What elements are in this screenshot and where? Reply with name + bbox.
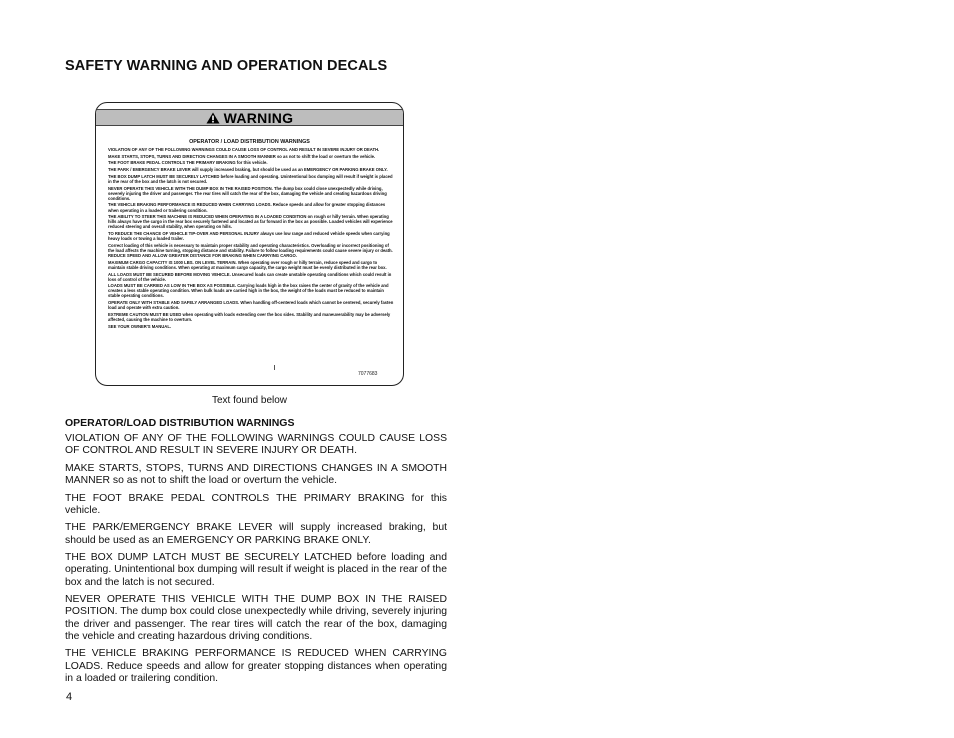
paragraph: VIOLATION OF ANY OF THE FOLLOWING WARNINGS COULD CAUSE LOSS OF CONTROL AND RESULT IN SEVERE INJURY OR DEATH. — [65, 433, 447, 457]
decal-line: MAKE STARTS, STOPS, TURNS AND DIRECTION CHANGES IN A SMOOTH MANNER so as not to shift the load or overturn the vehicle. — [108, 153, 376, 159]
warning-triangle-icon — [206, 112, 220, 124]
paragraph: THE FOOT BRAKE PEDAL CONTROLS THE PRIMARY BRAKING for this vehicle. — [65, 492, 447, 516]
decal-line: VIOLATION OF ANY OF THE FOLLOWING WARNINGS COULD CAUSE LOSS OF CONTROL AND RESULT IN SEVERE INJURY OR DEATH. — [108, 147, 380, 152]
decal-line: ALL LOADS MUST BE SECURED BEFORE MOVING VEHICLE. Unsecured loads can create unstable operating conditions which could result in loss of control of the vehicle. — [108, 271, 392, 282]
warnings-section — [65, 417, 447, 690]
paragraph: THE BOX DUMP LATCH MUST BE SECURELY LATCHED before loading and operating. Unintentional box dumping will result if weight is placed in the rear of the box and the latch is not secured. — [65, 552, 447, 588]
decal-line: THE PARK / EMERGENCY BRAKE LEVER will supply increased braking, but should be used as an EMERGENCY OR PARKING BRAKE ONLY. — [108, 167, 388, 173]
warning-decal — [95, 102, 404, 386]
paragraph: THE PARK/EMERGENCY BRAKE LEVER will supply increased braking, but should be used as an EMERGENCY OR PARKING BRAKE ONLY. — [65, 522, 447, 546]
decal-header-text: WARNING — [223, 109, 294, 126]
decal-line: THE BOX DUMP LATCH MUST BE SECURELY LATCHED before loading and operating. Unintentional box dumping will result if weight is placed in the rear of the box and the latch is not secured. — [108, 173, 393, 184]
decal-header — [96, 109, 403, 126]
decal-line: EXTREME CAUTION MUST BE USED when operating with loads extending over the box sides. Stability and maneuverability may be adversely affected, causing the machine to overturn. — [108, 311, 391, 323]
decal-part-number: 7077683 — [358, 371, 378, 377]
paragraph: THE VEHICLE BRAKING PERFORMANCE IS REDUCED WHEN CARRYING LOADS. Reduce speeds and allow for greater stopping distances when operating in a loaded or trailering condition. — [65, 648, 447, 684]
decal-line: TO REDUCE THE CHANCE OF VEHICLE TIP-OVER AND PERSONAL INJURY always use low range and reduced vehicle speeds when carrying heavy loads or towing a loaded trailer. — [108, 231, 390, 242]
page-number: 4 — [66, 691, 73, 703]
paragraph: NEVER OPERATE THIS VEHICLE WITH THE DUMP BOX IN THE RAISED POSITION. The dump box could close unexpectedly while driving, severely injuring the driver and passenger. The rear tires will catch the rear of the box, damaging the vehicle and creating hazardous driving conditions. — [65, 594, 447, 642]
paragraph: MAKE STARTS, STOPS, TURNS AND DIRECTIONS CHANGES IN A SMOOTH MANNER so as not to shift the load or overturn the vehicle. — [65, 462, 447, 486]
decal-line: LOADS MUST BE CARRIED AS LOW IN THE BOX AS POSSIBLE. Carrying loads high in the box raises the center of gravity of the vehicle and creates a less stable operating condition. When bulk loads are carried high in the box, the weight of the loads must be reduced to maintain stable operating conditions. — [108, 283, 389, 299]
decal-caption: Text found below — [211, 395, 288, 406]
decal-tick-mark — [274, 365, 275, 370]
decal-line: NEVER OPERATE THIS VEHICLE WITH THE DUMP BOX IN THE RAISED POSITION. The dump box could close unexpectedly while driving, severely injuring the driver and passenger. The rear tires will catch the rear of the box, damaging the vehicle and creating hazardous driving conditions. — [108, 185, 387, 201]
decal-line: Correct loading of this vehicle is necessary to maintain proper stability and operating characteristics. Overloading or incorrect positioning of the load affects the machine turning, stopping distance and stability. Failure to follow loading requirements could cause severe injury or death. REDUCE SPEED AND ALLOW GREATER DISTANCE FOR BRAKING WHEN CARRYING CARGO. — [108, 242, 393, 259]
decal-subtitle: OPERATOR / LOAD DISTRIBUTION WARNINGS — [189, 139, 310, 145]
decal-line: MAXIMUM CARGO CAPACITY IS 1000 LBS. ON LEVEL TERRAIN. When operating over rough or hilly terrain, reduce speed and cargo to maintain stable driving conditions. When operating at maximum cargo capacity, the cargo weight must be evenly distributed in the rear box. — [108, 259, 387, 270]
decal-line: SEE YOUR OWNER'S MANUAL. — [108, 323, 172, 329]
decal-body — [108, 147, 394, 330]
decal-line: THE VEHICLE BRAKING PERFORMANCE IS REDUCED WHEN CARRYING LOADS. Reduce speeds and allow for greater stopping distances when operating in a loaded or trailering condition. — [108, 202, 386, 213]
page-title: SAFETY WARNING AND OPERATION DECALS — [65, 58, 388, 74]
decal-line: THE ABILITY TO STEER THIS MACHINE IS REDUCED WHEN OPERATING IN A LOADED CONDITION on rough or hilly terrain. When operating hills always have the cargo in the rear box securely fastened and located as far forward in the box as possible. Loaded vehicles will experience reduced steering and overall stability, when operating on hills. — [108, 214, 393, 230]
decal-line: THE FOOT BRAKE PEDAL CONTROLS THE PRIMARY BRAKING for this vehicle. — [108, 160, 268, 166]
decal-line: OPERATE ONLY WITH STABLE AND SAFELY ARRANGED LOADS. When handling off-centered loads which cannot be centered, securely fasten load and operate with extra caution. — [108, 300, 394, 311]
section-heading: OPERATOR/LOAD DISTRIBUTION WARNINGS — [65, 417, 295, 429]
